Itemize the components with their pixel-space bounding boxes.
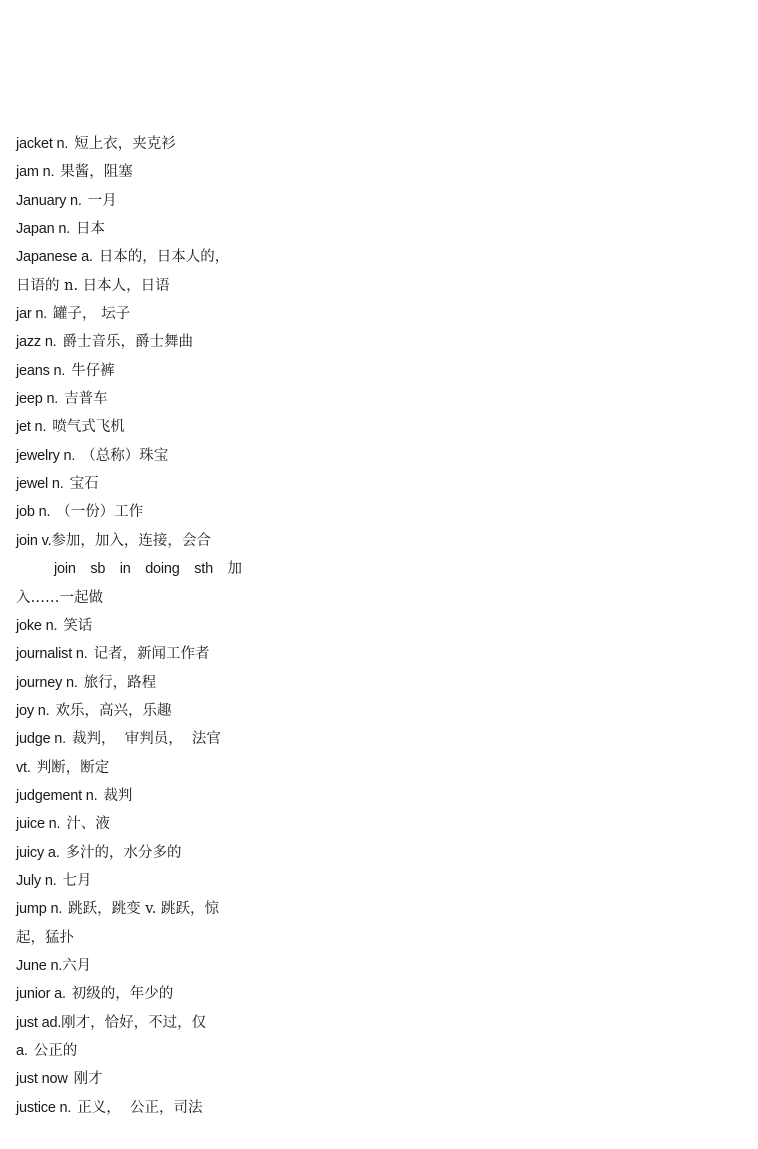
definition: 裁判 [103,787,133,804]
definition: 裁判， 审判员， 法官 [72,731,221,748]
entry-junior [16,980,256,1008]
definition: 牛仔裤 [71,362,115,379]
headword: a. [16,1043,28,1059]
definition: 六月 [62,957,92,974]
entry-job [16,498,256,526]
entry-jacket [16,130,256,158]
headword: judge n. [16,731,66,748]
entry-join-phrase-cont [16,584,256,612]
entry-japanese-cont [16,272,256,300]
headword: joke n. [16,617,58,634]
definition: 一月 [87,192,117,209]
entry-jet [16,413,256,441]
entry-jam [16,158,256,186]
headword: journalist n. [16,646,88,663]
entry-july [16,867,256,895]
phrase-word: in [119,561,131,578]
definition: 喷气式飞机 [52,419,125,436]
entry-jewelry [16,442,256,470]
entry-jewel [16,470,256,498]
definition: 短上衣，夹克衫 [74,136,176,152]
definition: 七月 [62,872,92,889]
headword: January n. [16,192,82,209]
entry-just-now [16,1065,256,1093]
entry-jeans [16,357,256,385]
entry-juice [16,810,256,838]
definition: 多汁的，水分多的 [65,844,182,861]
entry-judgement [16,782,256,810]
entry-june [16,952,256,980]
headword: juice n. [16,816,61,833]
definition: 初级的，年少的 [71,986,174,1003]
entry-journalist [16,640,256,668]
headword: Japan n. [16,221,71,238]
headword: journey n. [16,674,78,691]
entry-just [16,1009,256,1037]
entry-journey [16,669,256,697]
phrase-word: doing [145,561,180,578]
headword: vt. [16,759,31,776]
entry-judge [16,725,256,753]
entry-japanese [16,243,256,271]
definition: 罐子， 坛子 [53,306,131,323]
headword: jazz n. [16,334,57,351]
definition: 判断，断定 [36,759,110,776]
entry-jar [16,300,256,328]
entry-juicy [16,839,256,867]
definition: 刚才 [73,1071,103,1088]
entry-jump [16,895,256,923]
definition: 欢乐，高兴，乐趣 [55,702,172,719]
phrase-word: 加 [227,561,242,578]
headword: Japanese a. [16,249,93,266]
headword: juicy a. [16,844,60,861]
definition: 刚才，恰好，不过，仅 [61,1014,207,1031]
headword: jeans n. [16,362,66,379]
definition: 旅行，路程 [83,674,157,691]
definition: 跳跃，跳变 v. 跳跃，惊 [68,901,219,918]
entry-jeep [16,385,256,413]
headword: jet n. [16,419,47,436]
headword: jam n. [16,164,55,181]
entry-judge-vt [16,754,256,782]
entry-join [16,527,256,555]
definition: 日本的，日本人的， [98,249,230,266]
headword: jump n. [16,901,63,918]
entry-just-a [16,1037,256,1065]
entry-jazz [16,328,256,356]
headword: jewelry n. [16,447,76,464]
definition: （一份）工作 [56,504,144,521]
headword: just now [16,1071,68,1088]
entry-joy [16,697,256,725]
definition: 果酱，阻塞 [60,164,133,181]
phrase-word: sb [90,561,106,578]
phrase-word: join [54,561,76,578]
headword: join v. [16,532,52,549]
headword: jeep n. [16,391,59,408]
definition: 公正的 [33,1043,78,1059]
entry-justice [16,1094,256,1122]
vocabulary-list [16,130,256,1122]
headword: judgement n. [16,787,98,804]
definition: 汁、液 [66,816,110,833]
definition: 记者，新闻工作者 [93,646,210,663]
definition: 吉普车 [64,391,108,408]
entry-jump-cont [16,924,256,952]
definition: 日语的 n. 日本人，日语 [16,277,170,294]
definition: 日本 [76,221,106,238]
entry-japan [16,215,256,243]
definition: 起，猛扑 [16,929,74,946]
headword: justice n. [16,1099,72,1116]
headword: jacket n. [16,136,69,152]
definition: 参加，加入，连接，会合 [51,532,211,549]
headword: job n. [16,504,51,521]
headword: June n. [16,957,63,974]
definition: （总称）珠宝 [81,447,169,464]
definition: 爵士音乐，爵士舞曲 [62,334,194,351]
entry-joke [16,612,256,640]
headword: joy n. [16,702,50,719]
definition: 入……一起做 [16,589,103,606]
phrase-word: sth [194,561,213,578]
definition: 正义， 公正，司法 [77,1099,203,1116]
entry-join-phrase [16,555,242,583]
headword: July n. [16,872,57,889]
headword: junior a. [16,986,66,1003]
entry-january [16,187,256,215]
headword: jar n. [16,306,48,323]
headword: just ad. [16,1014,62,1031]
headword: jewel n. [16,476,64,493]
definition: 宝石 [69,476,99,493]
definition: 笑话 [63,617,93,634]
